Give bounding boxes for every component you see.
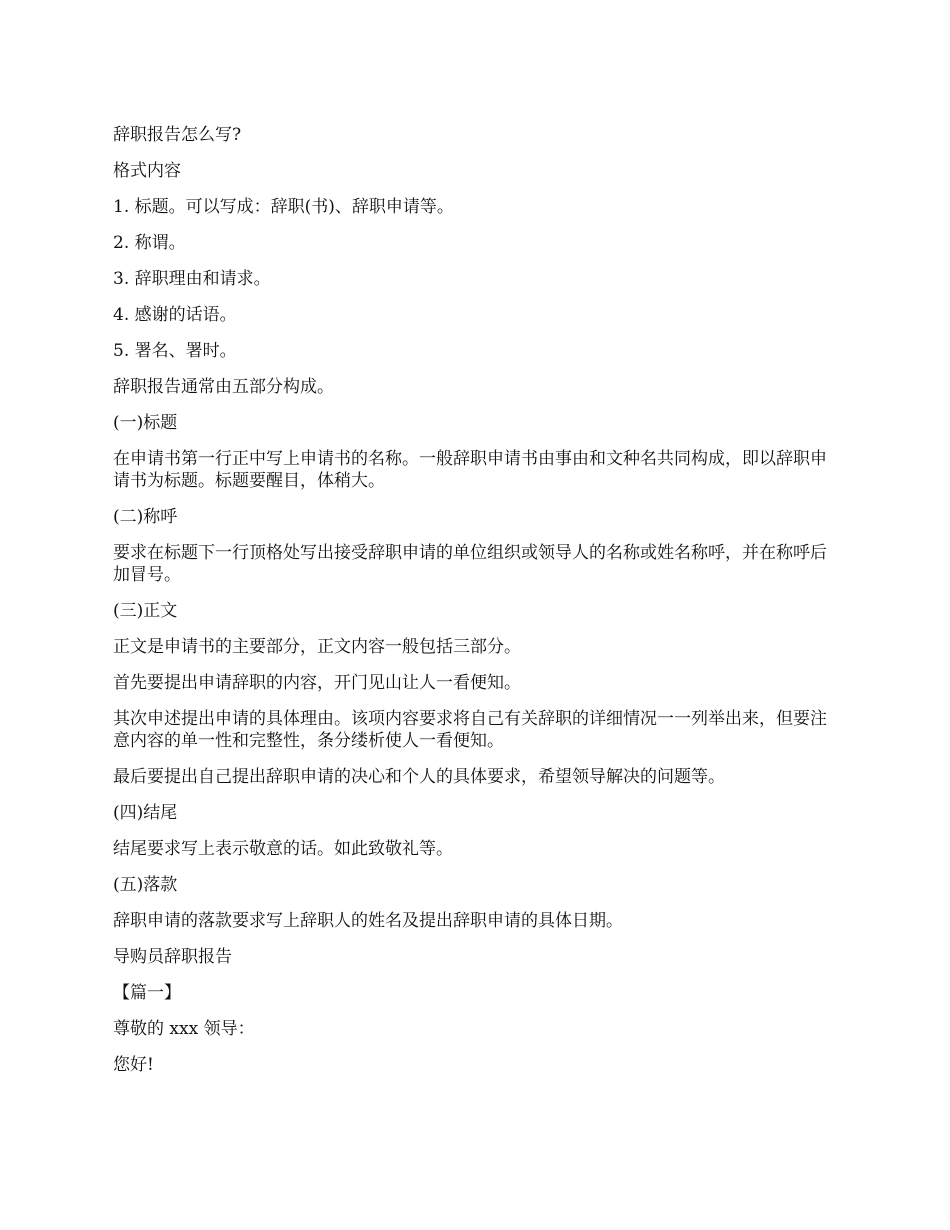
paragraph: 最后要提出自己提出辞职申请的决心和个人的具体要求，希望领导解决的问题等。 [113,767,725,787]
list-item: 5. 署名、署时。 [113,341,237,361]
section-heading-sample: 导购员辞职报告 [113,947,232,967]
sample-label: 【篇一】 [113,983,181,1003]
paragraph: 辞职报告通常由五部分构成。 [113,377,334,397]
subheading-body: (三)正文 [113,601,178,621]
list-item: 4. 感谢的话语。 [113,305,237,325]
list-item: 3. 辞职理由和请求。 [113,269,271,289]
subheading-closing: (四)结尾 [113,803,178,823]
paragraph: 在申请书第一行正中写上申请书的名称。一般辞职申请书由事由和文种名共同构成，即以辞职申请书为标题。标题要醒目，体稍大。 [113,449,827,491]
letter-greeting: 您好! [113,1055,154,1075]
list-item: 1. 标题。可以写成：辞职(书)、辞职申请等。 [113,197,454,217]
subheading-signature: (五)落款 [113,875,178,895]
letter-salutation: 尊敬的 xxx 领导： [113,1019,255,1039]
section-heading-format: 格式内容 [113,161,181,181]
doc-title: 辞职报告怎么写? [113,125,242,145]
paragraph: 正文是申请书的主要部分，正文内容一般包括三部分。 [113,637,521,657]
list-item: 2. 称谓。 [113,233,186,253]
paragraph: 要求在标题下一行顶格处写出接受辞职申请的单位组织或领导人的名称或姓名称呼，并在称呼后加冒号。 [113,543,827,585]
paragraph: 首先要提出申请辞职的内容，开门见山让人一看便知。 [113,673,521,693]
paragraph: 结尾要求写上表示敬意的话。如此致敬礼等。 [113,839,453,859]
subheading-salutation: (二)称呼 [113,507,178,527]
paragraph: 辞职申请的落款要求写上辞职人的姓名及提出辞职申请的具体日期。 [113,911,623,931]
subheading-title: (一)标题 [113,413,178,433]
document-body [113,124,839,1090]
paragraph: 其次申述提出申请的具体理由。该项内容要求将自己有关辞职的详细情况一一列举出来，但要注意内容的单一性和完整性，条分缕析使人一看便知。 [113,709,827,751]
